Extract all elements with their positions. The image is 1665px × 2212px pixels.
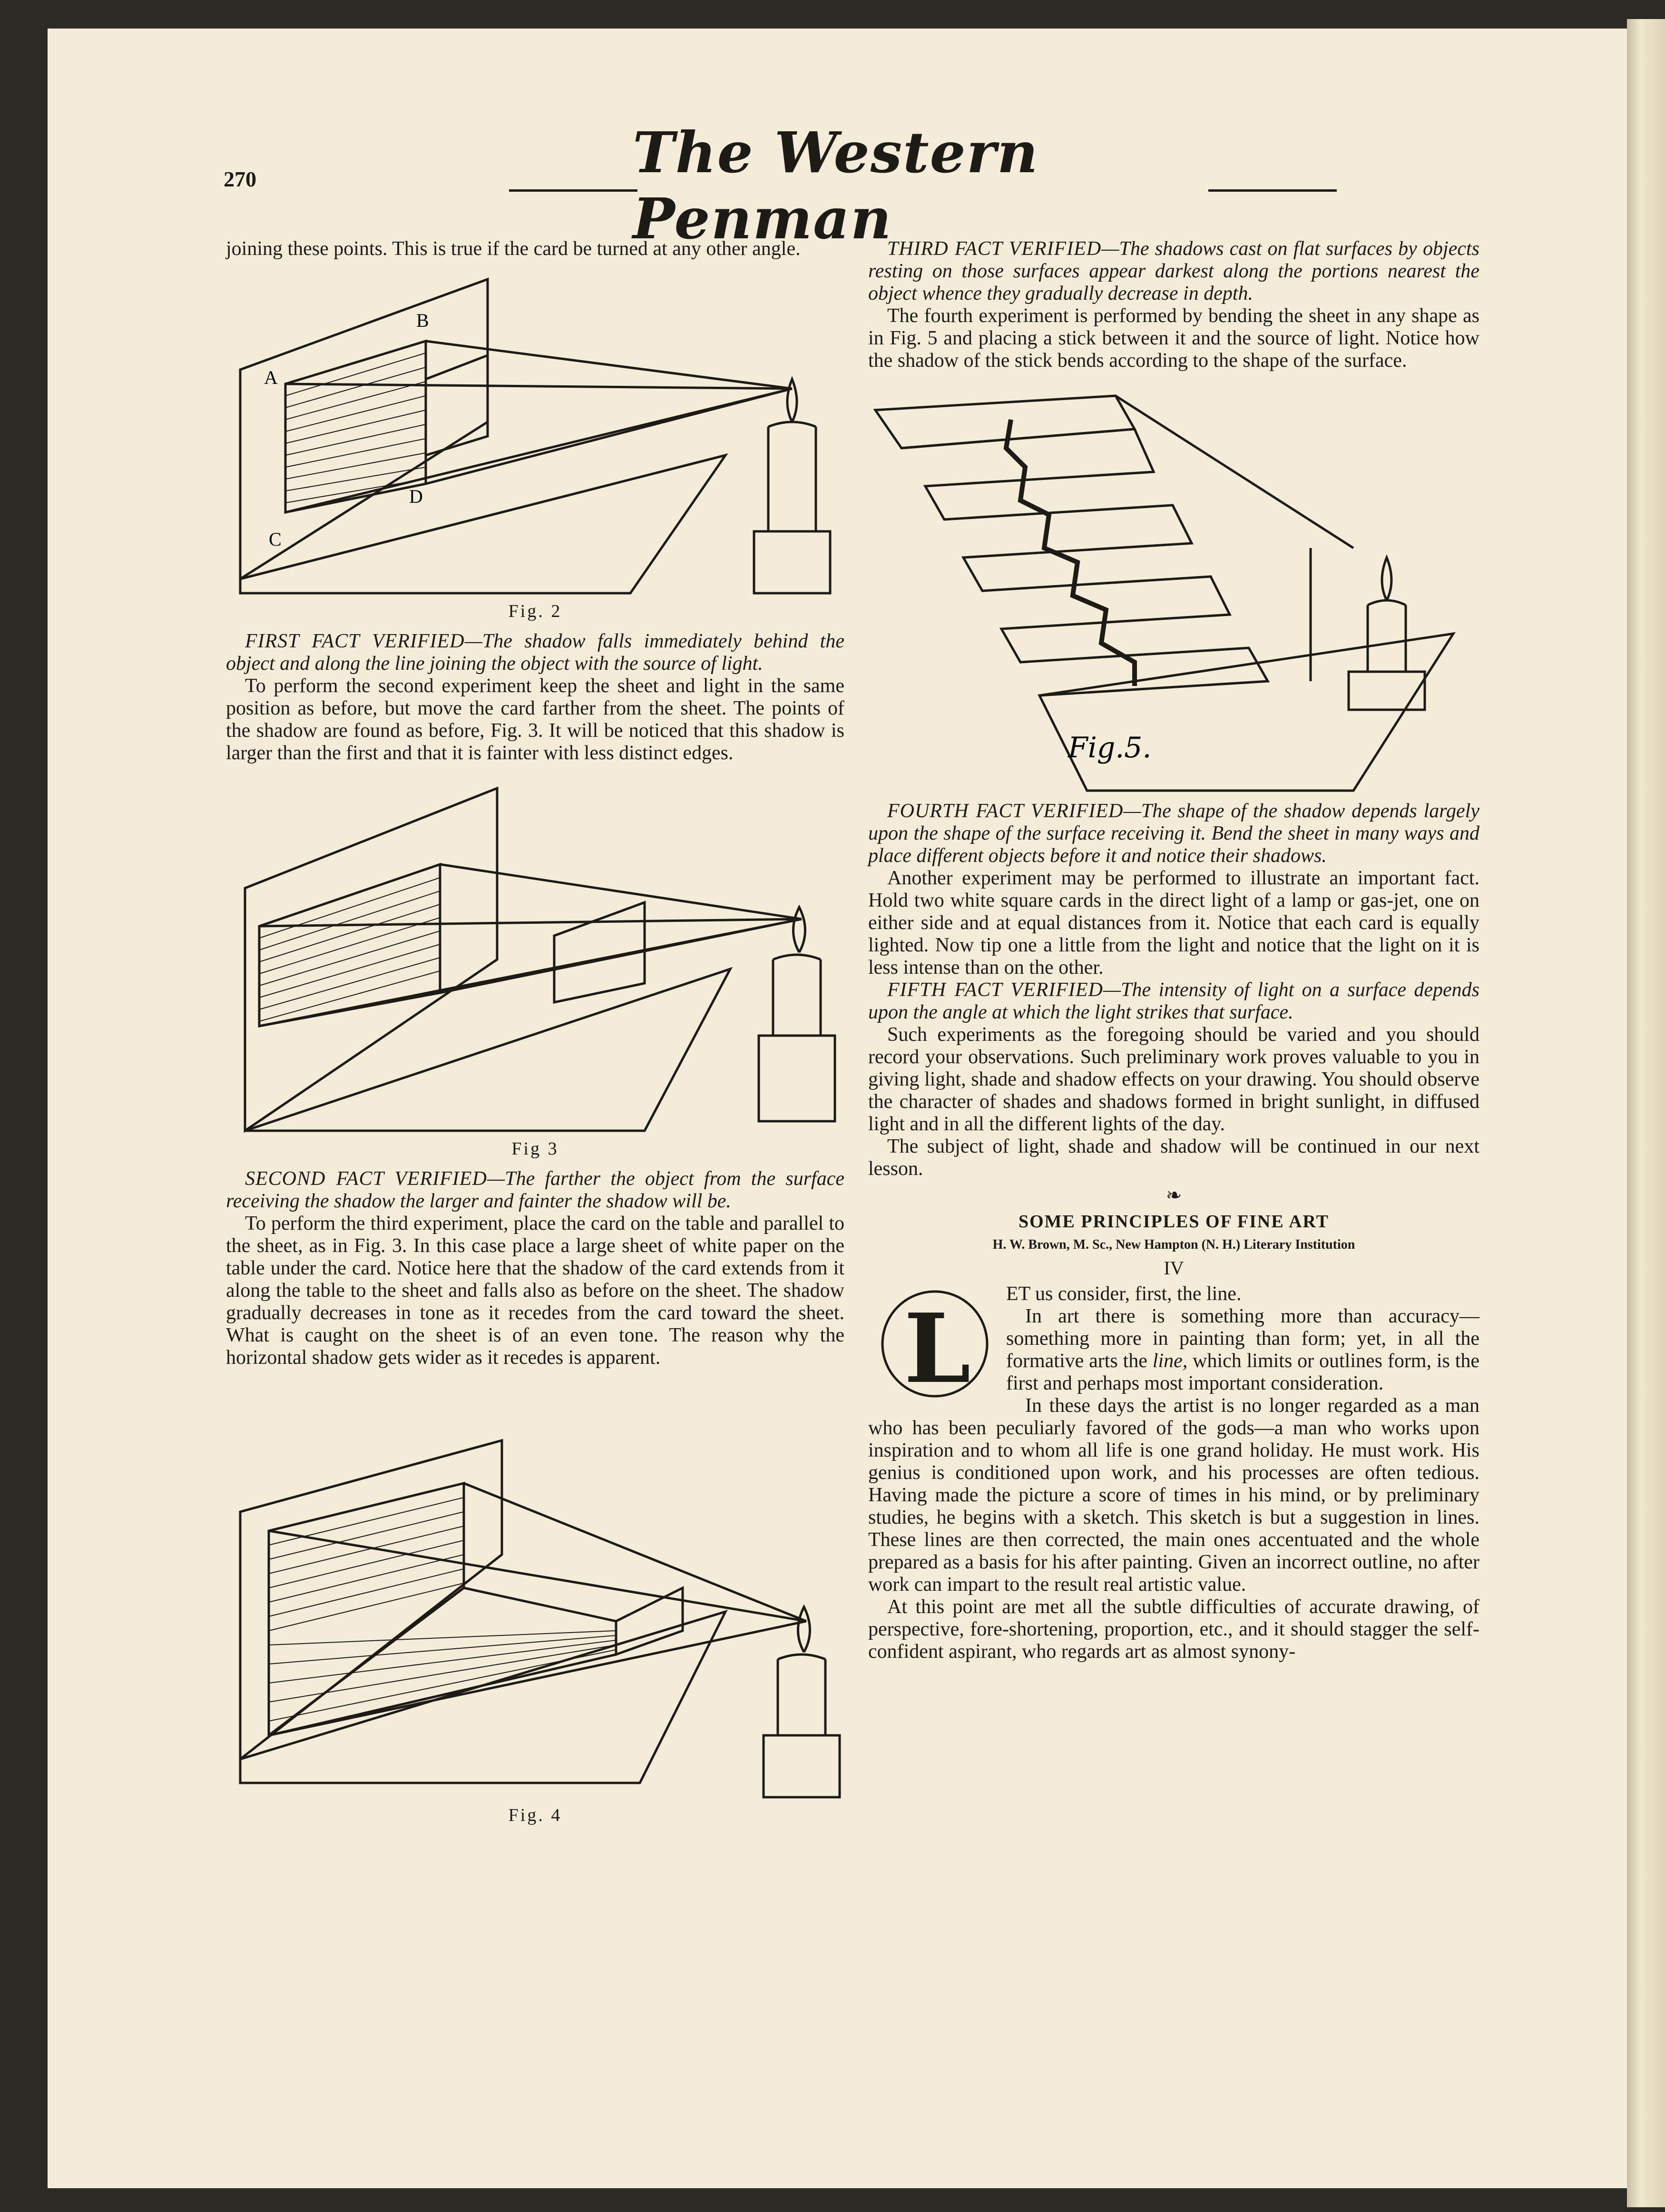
paragraph: Such experiments as the foregoing should be varied and you should record your observations. Such preliminary work proves valuable to you in giving light, shade and shadow effects on your drawing. You should observe the character of shades and shadows formed in bright sunlight, in diffused light and in all the different lights of the day. — [868, 1024, 1479, 1135]
fact-heading: FOURTH FACT VERIFIED — [887, 800, 1124, 822]
fig2-label-b: B — [416, 310, 429, 331]
figure-5-illustration — [868, 377, 1479, 795]
paragraph: joining these points. This is true if the card be turned at any other angle. — [226, 238, 801, 260]
paragraph: Another experiment may be performed to illustrate an important fact. Hold two white square cards in the direct light of a lamp or gas-jet, one on either side and at equal distances from it. Notice that each card is equally lighted. Now tip one a little from the light and notice that the light on it is less intense than on the other. — [868, 867, 1479, 979]
fig2-label-a: A — [264, 367, 278, 388]
article-numeral: IV — [1164, 1257, 1184, 1279]
masthead-rule-right — [1208, 189, 1337, 192]
figure-4-caption: Fig. 4 — [508, 1805, 562, 1825]
article-text: which limits or outlines form, is the first and perhaps most important consideration. — [1006, 1350, 1480, 1394]
page-number: 270 — [224, 167, 256, 191]
paragraph: In these days the artist is no longer regarded as a man who has been peculiarly favored of the gods—a man who works upon inspiration and to whom all life is one grand holiday. He must work. His genius is conditioned upon work, and his processes are often tedious. Having made the picture a score of times in his mind, or by preliminary studies, he begins with a sketch. This sketch is but a suggestion in lines. These lines are then corrected, the main ones accentuated and the whole prepared as a basis for his after painting. Given an incorrect outline, no after work can impart to the result real artistic value. — [868, 1395, 1479, 1595]
figure-2-caption: Fig. 2 — [508, 601, 562, 621]
paragraph: The subject of light, shade and shadow will be continued in our next lesson. — [868, 1135, 1479, 1180]
fact-paragraph — [226, 1168, 844, 1213]
fig4-table — [240, 1612, 725, 1783]
fig5-stairs — [901, 429, 1268, 695]
fact-text: —The shape of the shadow depends largely upon the shape of the surface receiving it. Bend the sheet in many ways and place different objects before it and notice their shadows. — [868, 800, 1479, 867]
fact-text: —The shadow falls immediately behind the object and along the line joining the object with the source of light. — [226, 630, 844, 675]
dropcap-letter-icon — [868, 1287, 997, 1406]
article-opening — [868, 1283, 1480, 1405]
masthead-rule-left — [509, 189, 637, 192]
left-column — [226, 238, 844, 1834]
article-byline: H. W. Brown, M. Sc., New Hampton (N. H.) Literary Institution — [992, 1237, 1355, 1252]
fig2-label-c: C — [269, 529, 282, 550]
fig3-table — [245, 969, 730, 1131]
fact-paragraph — [868, 979, 1479, 1024]
figure-4-illustration — [226, 1431, 844, 1802]
right-column — [868, 238, 1479, 1663]
article-opening-line: ET us consider, first, the line. — [1006, 1283, 1242, 1305]
fig3-flame — [793, 907, 805, 952]
fact-heading: FIRST FACT VERIFIED — [245, 630, 465, 652]
fig4-flame — [798, 1607, 810, 1652]
paragraph: To perform the third experiment, place the card on the table and parallel to the sheet, as in Fig. 3. In this case place a large sheet of white paper on the table under the card. Notice here that the shadow of the card extends from it along the table to the sheet and falls also as before on the sheet. The shadow gradually decreases in tone as it recedes from the card toward the sheet. What is caught on the sheet is of an even tone. The reason why the horizontal shadow gets wider as it recedes is apparent. — [226, 1213, 844, 1369]
fig2-candle — [754, 422, 830, 593]
fig2-label-d: D — [409, 486, 423, 507]
fact-paragraph — [868, 800, 1479, 867]
fact-text: —The intensity of light on a surface depends upon the angle at which the light strikes that surface. — [868, 979, 1480, 1023]
fact-paragraph — [226, 630, 844, 675]
paragraph: At this point are met all the subtle difficulties of accurate drawing, of perspective, fore-shortening, proportion, etc., and it should stagger the self-confident aspirant, who regards art as almost synony- — [868, 1596, 1479, 1663]
fig4-candle — [764, 1654, 840, 1797]
figure-2 — [226, 265, 844, 622]
fact-text: —The farther the object from the surface receiving the shadow the larger and fainter the shadow will be. — [226, 1168, 844, 1212]
fact-paragraph — [868, 238, 1479, 305]
fig3-candle — [759, 955, 835, 1121]
figure-3 — [226, 769, 844, 1159]
fig5-candle — [1349, 600, 1425, 710]
figure-3-illustration — [226, 769, 844, 1135]
masthead-title: The Western Penman — [633, 119, 1039, 252]
figure-3-caption: Fig 3 — [511, 1139, 559, 1159]
ornament-icon: ❧ — [1166, 1184, 1182, 1206]
dropcap-illustration — [868, 1287, 997, 1406]
dropcap-glyph: L — [904, 1293, 971, 1405]
fact-heading: FIFTH FACT VERIFIED — [887, 979, 1103, 1001]
paragraph: The fourth experiment is performed by bending the sheet in any shape as in Fig. 5 and placing a stick between it and the source of light. Notice how the shadow of the stick bends according to the shape of the surface. — [868, 305, 1479, 372]
article-italic-word: line, — [1152, 1350, 1188, 1372]
fact-text: —The shadows cast on flat surfaces by objects resting on those surfaces appear darkest along the portions nearest the object whence they gradually decrease in depth. — [868, 238, 1479, 304]
fact-heading: SECOND FACT VERIFIED — [245, 1168, 487, 1190]
figure-5 — [868, 377, 1479, 795]
fig5-label: Fig.5. — [1068, 731, 1152, 764]
article-text: In art there is something more than accuracy—something more in painting than form; yet, in all the formative arts the — [1006, 1305, 1479, 1372]
fact-heading: THIRD FACT VERIFIED — [887, 238, 1102, 260]
figure-2-illustration — [226, 265, 844, 598]
fig2-flame — [787, 379, 797, 422]
article-title: SOME PRINCIPLES OF FINE ART — [1018, 1212, 1329, 1232]
page-spine — [1627, 19, 1665, 2207]
fig2-table — [240, 455, 725, 593]
fig3-sheet — [245, 788, 497, 1131]
fig5-flame — [1382, 558, 1391, 600]
figure-4 — [226, 1431, 844, 1826]
paragraph: To perform the second experiment keep the sheet and light in the same position as before, but move the card farther from the sheet. The points of the shadow are found as before, Fig. 3. It will be noticed that this shadow is larger than the first and that it is fainter with less distinct edges. — [226, 675, 844, 764]
